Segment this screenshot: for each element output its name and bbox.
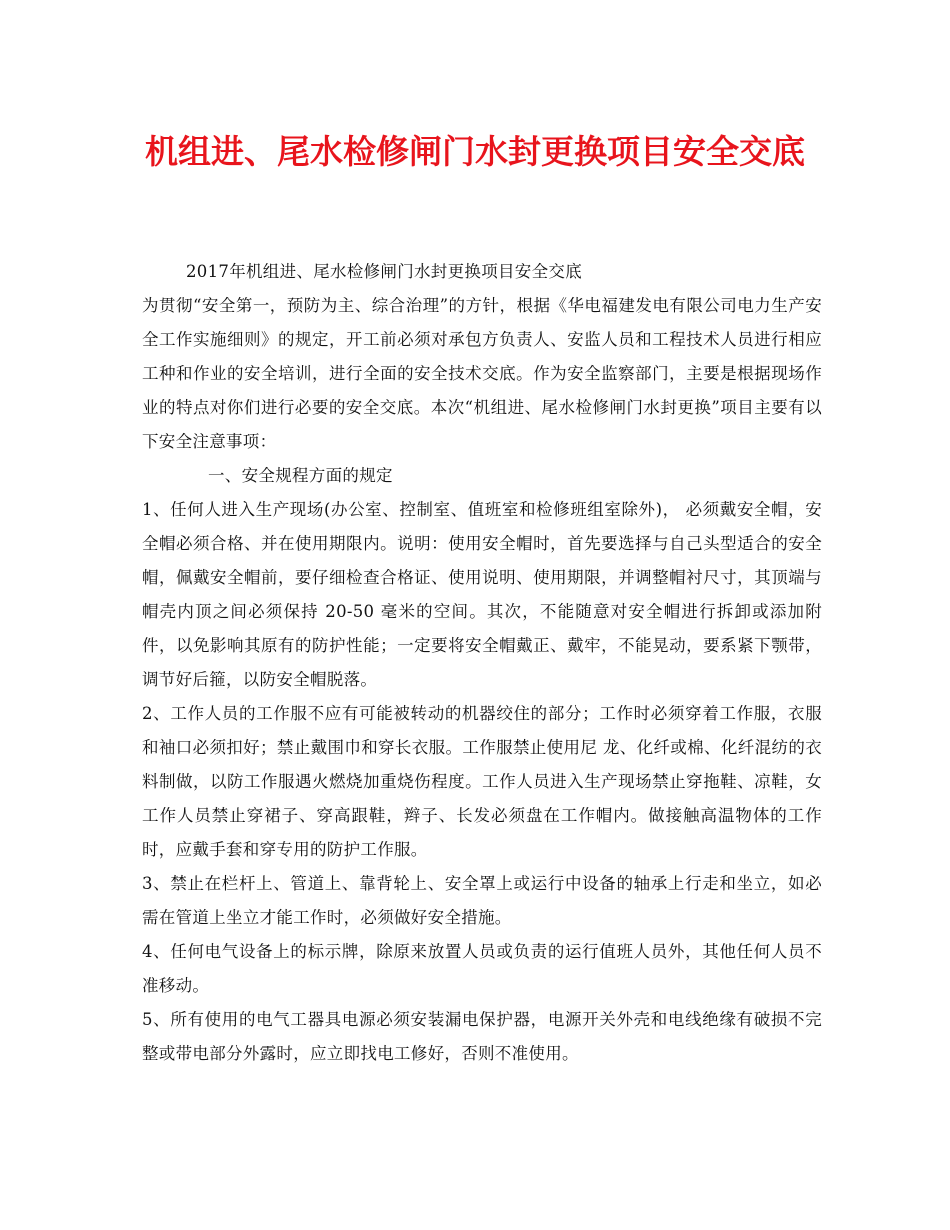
document-body	[142, 255, 822, 1071]
rule-item-4: 4、任何电气设备上的标示牌，除原来放置人员或负责的运行值班人员外，其他任何人员不准移动。	[142, 942, 822, 995]
rule-item-5: 5、所有使用的电气工器具电源必须安装漏电保护器，电源开关外壳和电线绝缘有破损不完整或带电部分外露时，应立即找电工修好，否则不准使用。	[142, 1010, 822, 1063]
document-title: 机组进、尾水检修闸门水封更换项目安全交底	[145, 132, 805, 171]
rule-item-2: 2、工作人员的工作服不应有可能被转动的机器绞住的部分；工作时必须穿着工作服，衣服和袖口必须扣好；禁止戴围巾和穿长衣服。工作服禁止使用尼 龙、化纤或棉、化纤混纺的衣料制做，以防工作服遇火燃烧加重烧伤程度。工作人员进入生产现场禁止穿拖鞋、凉鞋，女工作人员禁止穿裙子、穿高跟鞋，辫子、长发必须盘在工作帽内。做接触高温物体的工作时，应戴手套和穿专用的防护工作服。	[142, 704, 822, 859]
document-subtitle: 2017年机组进、尾水检修闸门水封更换项目安全交底	[186, 262, 582, 281]
section-heading: 一、安全规程方面的规定	[208, 466, 393, 485]
rule-item-3: 3、禁止在栏杆上、管道上、靠背轮上、安全罩上或运行中设备的轴承上行走和坐立，如必需在管道上坐立才能工作时，必须做好安全措施。	[142, 874, 822, 927]
rule-item-1: 1、任何人进入生产现场(办公室、控制室、值班室和检修班组室除外)， 必须戴安全帽，安全帽必须合格、并在使用期限内。说明：使用安全帽时，首先要选择与自己头型适合的安全帽，佩戴安全帽前，要仔细检查合格证、使用说明、使用期限，并调整帽衬尺寸，其顶端与帽壳内顶之间必须保持 20-50 毫米的空间。其次，不能随意对安全帽进行拆卸或添加附件，以免影响其原有的防护性能；一定要将安全帽戴正、戴牢，不能晃动，要系紧下颚带，调节好后箍，以防安全帽脱落。	[142, 500, 822, 689]
intro-paragraph: 为贯彻“安全第一，预防为主、综合治理”的方针，根据《华电福建发电有限公司电力生产安全工作实施细则》的规定，开工前必须对承包方负责人、安监人员和工程技术人员进行相应工种和作业的安全培训，进行全面的安全技术交底。作为安全监察部门，主要是根据现场作业的特点对你们进行必要的安全交底。本次“机组进、尾水检修闸门水封更换”项目主要有以下安全注意事项：	[142, 296, 822, 451]
